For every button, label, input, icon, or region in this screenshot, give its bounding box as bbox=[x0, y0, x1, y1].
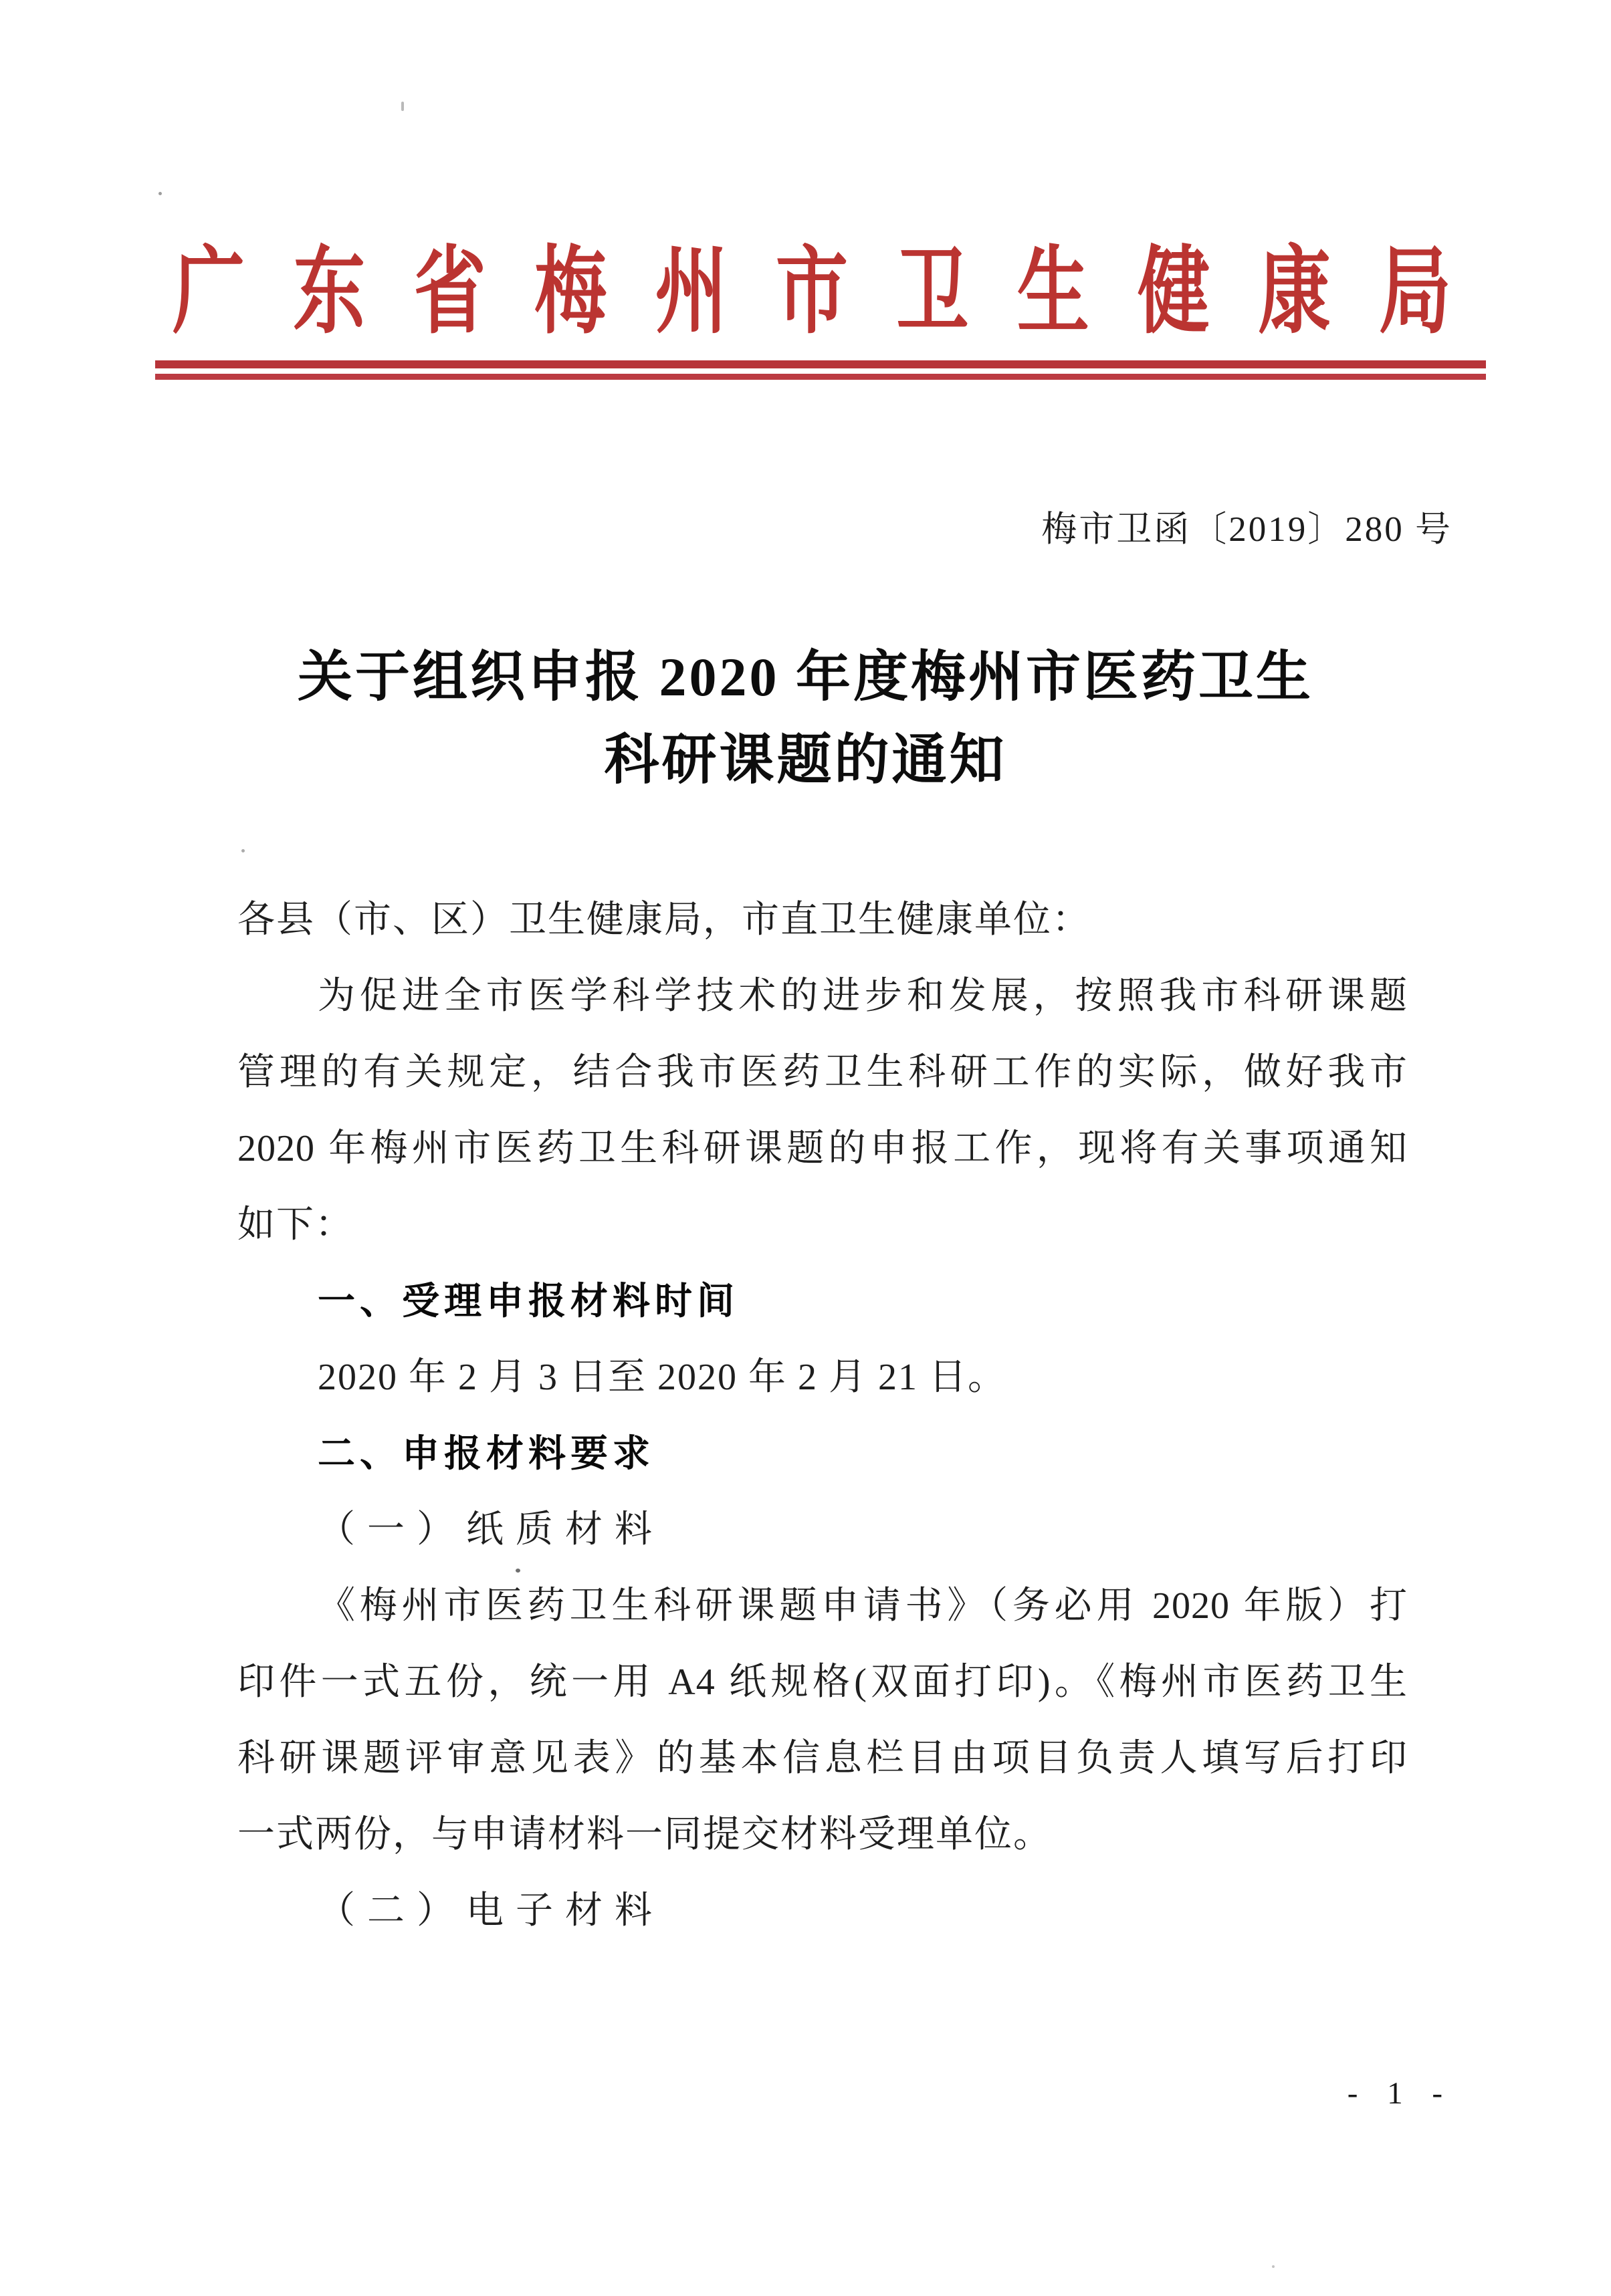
agency-header-char: 州 bbox=[655, 239, 728, 346]
agency-header bbox=[173, 226, 1451, 346]
agency-header-char: 东 bbox=[293, 239, 366, 346]
red-divider-thick bbox=[155, 360, 1486, 368]
scan-speck bbox=[158, 192, 162, 195]
agency-header-char: 卫 bbox=[896, 239, 969, 346]
body-line: 《梅州市医药卫生科研课题申请书》（务必用 2020 年版）打 bbox=[318, 1585, 1408, 1627]
red-divider-thin bbox=[155, 374, 1486, 380]
body-line: 二、申报材料要求 bbox=[318, 1432, 655, 1474]
agency-header-char: 省 bbox=[413, 239, 486, 346]
scan-speck bbox=[516, 1569, 520, 1573]
agency-header-char: 局 bbox=[1378, 239, 1451, 346]
agency-header-char: 健 bbox=[1138, 239, 1210, 346]
notice-title bbox=[0, 636, 1611, 802]
agency-header-char: 市 bbox=[775, 239, 848, 346]
agency-header-char: 广 bbox=[173, 239, 245, 346]
body-line: （一）纸质材料 bbox=[318, 1509, 664, 1551]
agency-header-char: 生 bbox=[1016, 239, 1089, 346]
body-line: 一、受理申报材料时间 bbox=[318, 1280, 739, 1322]
body-line: （二）电子材料 bbox=[318, 1890, 664, 1932]
agency-header-char: 康 bbox=[1258, 239, 1331, 346]
body-line: 如下： bbox=[237, 1204, 354, 1246]
document-number: 梅市卫函〔2019〕280 号 bbox=[1041, 510, 1453, 549]
body-line: 一式两份，与申请材料一同提交材料受理单位。 bbox=[237, 1814, 1052, 1855]
body-line: 科研课题评审意见表》的基本信息栏目由项目负责人填写后打印 bbox=[237, 1738, 1408, 1779]
scan-speck bbox=[1272, 2265, 1275, 2268]
scan-speck bbox=[401, 102, 404, 111]
body-line: 管理的有关规定，结合我市医药卫生科研工作的实际，做好我市 bbox=[237, 1052, 1408, 1093]
body-line: 为促进全市医学科学技术的进步和发展，按照我市科研课题 bbox=[318, 975, 1408, 1017]
agency-header-char: 梅 bbox=[534, 239, 607, 346]
page-number: - 1 - bbox=[1347, 2076, 1453, 2111]
title-line-2: 科研课题的通知 bbox=[604, 729, 1007, 790]
body-line: 印件一式五份，统一用 A4 纸规格(双面打印)。《梅州市医药卫生 bbox=[237, 1661, 1408, 1703]
body-line: 各县（市、区）卫生健康局，市直卫生健康单位： bbox=[237, 899, 1091, 941]
body-line: 2020 年梅州市医药卫生科研课题的申报工作，现将有关事项通知 bbox=[237, 1128, 1408, 1169]
body-text bbox=[237, 882, 1408, 1949]
body-line: 2020 年 2 月 3 日至 2020 年 2 月 21 日。 bbox=[318, 1357, 1006, 1398]
title-line-1: 关于组织申报 2020 年度梅州市医药卫生 bbox=[297, 647, 1313, 707]
scan-speck bbox=[241, 849, 245, 852]
